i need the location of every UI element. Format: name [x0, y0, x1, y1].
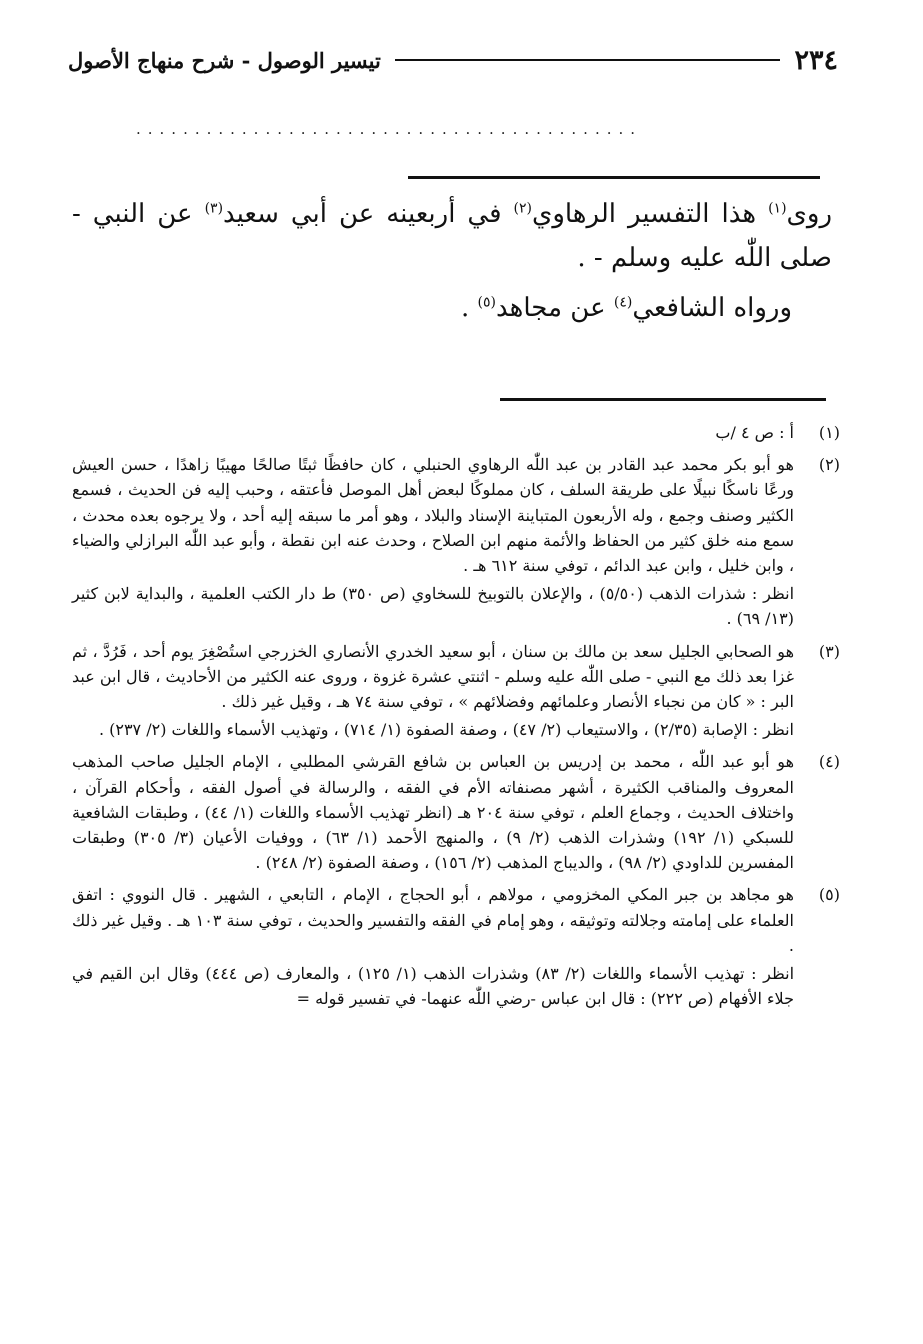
footnote-body: [72, 420, 794, 448]
text-run: روى: [786, 199, 832, 229]
footnote-body: [72, 749, 794, 878]
main-paragraph-2: [72, 286, 832, 330]
footnote-rule: [500, 398, 826, 401]
footnote-ref-1: (١): [768, 200, 787, 217]
book-title: تيسير الوصول - شرح منهاج الأصول: [68, 47, 381, 73]
footnote: [72, 420, 840, 448]
page-number: ٢٣٤: [794, 44, 838, 76]
footnote-paragraph: أ : ص ٤ /ب: [715, 423, 794, 442]
footnote-ref-4: (٤): [613, 294, 633, 311]
footnote-body: [72, 452, 794, 634]
footnote-body: [72, 639, 794, 746]
footnote-ref-5: (٥): [477, 294, 497, 311]
footnote-paragraph: انظر : تهذيب الأسماء واللغات (٢/ ٨٣) وشذرات الذهب (١/ ١٢٥) ، والمعارف (ص ٤٤٤) وقال ابن القيم في جلاء الأفهام (ص ٢٢٢) : قال ابن عباس -رضي اللّٰه عنهما- في تفسير قوله =: [72, 964, 795, 1009]
footnote: [72, 882, 840, 1014]
footnote-paragraph: انظر : شذرات الذهب (٥/٥٠) ، والإعلان بالتوبيخ للسخاوي (ص ٣٥٠) ط دار الكتب العلمية ، والبداية لابن كثير (١٣/ ٦٩) .: [72, 584, 795, 629]
footnote-ref-3: (٣): [204, 200, 224, 217]
text-run: في أربعينه عن أبي سعيد: [223, 199, 514, 229]
text-run: عن مجاهد: [496, 293, 614, 323]
footnote-number: (٢): [818, 455, 840, 475]
footnote-paragraph: انظر : الإصابة (٢/٣٥) ، والاستيعاب (٢/ ٤٧) ، وصفة الصفوة (١/ ٧١٤) ، وتهذيب الأسماء واللغات (٢/ ٢٣٧) .: [98, 720, 794, 740]
footnote-paragraph: هو الصحابي الجليل سعد بن مالك بن سنان ، أبو سعيد الخدري الأنصاري الخزرجي استُصْغِرَ يوم أحد ، فَرُدَّ ، ثم غزا بعد ذلك مع النبي - صلى اللّٰه عليه وسلم - اثنتي عشرة غزوة ، وروى عنه الكثير من الأحاديث ، قال ابن عبد البر : « كان من نجباء الأنصار وعلمائهم وفضلائهم » ، توفي سنة ٧٤ هـ ، وقيل غير ذلك .: [72, 641, 795, 712]
footnote-paragraph: هو مجاهد بن جبر المكي المخزومي ، مولاهم ، أبو الحجاج ، الإمام ، التابعي ، الشهير . قال النووي : اتفق العلماء على إمامته وجلالته وتوثيقه ، وهو إمام في الفقه والتفسير والحديث ، توفي سنة ١٠٣ هـ . وقيل غير ذلك .: [72, 885, 795, 955]
section-rule: [408, 176, 820, 179]
page-header: [68, 38, 838, 82]
footnote-body: [72, 882, 794, 1014]
omission-dots: ...........................................: [136, 120, 643, 138]
main-text: [72, 192, 832, 336]
footnotes: [72, 420, 840, 1018]
footnote: [72, 749, 840, 878]
text-run: ورواه الشافعي: [632, 293, 792, 323]
header-rule: [395, 59, 781, 61]
footnote-number: (٥): [818, 885, 840, 905]
footnote: [72, 639, 840, 746]
text-run: عن النبي - صلى اللّٰه عليه وسلم - .: [72, 199, 832, 273]
text-run: .: [461, 293, 478, 323]
footnote: [72, 452, 840, 634]
text-run: هذا التفسير الرهاوي: [531, 199, 769, 229]
footnote-ref-2: (٢): [513, 200, 532, 217]
footnote-number: (٣): [818, 641, 840, 661]
footnote-number: (١): [818, 423, 840, 442]
main-paragraph-1: [72, 192, 832, 280]
footnote-number: (٤): [818, 752, 840, 772]
footnote-paragraph: هو أبو بكر محمد عبد القادر بن عبد اللّٰه الرهاوي الحنبلي ، كان حافظًا ثبتًا صالحًا مهيبًا زاهدًا ، حسن العيش ورعًا ناسكًا نبيلًا على طريقة السلف ، كان مملوكًا لبعض أهل الموصل فأعتقه ، وحبب إليه فن الحديث ، فسمع الكثير وصنف وجمع ، وله الأربعون المتباينة الإسناد والبلاد ، وهو أمر ما سبقه إليه أحد ، ولا يرجوه بعده محدث ، سمع منه خلق كثير من الحفاظ والأئمة منهم ابن الصلاح ، وحدث عنه ابن نقطة ، وأبو عبد اللّٰه البرازلي والضياء ، وابن خليل ، وابن عبد الدائم ، توفي سنة ٦١٢ هـ .: [72, 455, 795, 576]
footnote-paragraph: هو أبو عبد اللّٰه ، محمد بن إدريس بن العباس بن شافع القرشي المطلبي ، الإمام الجليل صاحب المذهب المعروف والمناقب الكثيرة ، أشهر مصنفاته الأم في الفقه ، والرسالة في أصول الفقه ، وأحكام القرآن ، واختلاف الحديث ، وجماع العلم ، توفي سنة ٢٠٤ هـ (انظر تهذيب الأسماء واللغات (١/ ٤٤) ، وطبقات الشافعية للسبكي (١/ ١٩٢) وشذرات الذهب (٢/ ٩) ، والمنهج الأحمد (١/ ٦٣) ، ووفيات الأعيان (٣/ ٣٠٥) وطبقات المفسرين للداودي (٢/ ٩٨) ، والديباج المذهب (٢/ ١٥٦) ، وصفة الصفوة (٢/ ٢٤٨) .: [72, 752, 794, 873]
